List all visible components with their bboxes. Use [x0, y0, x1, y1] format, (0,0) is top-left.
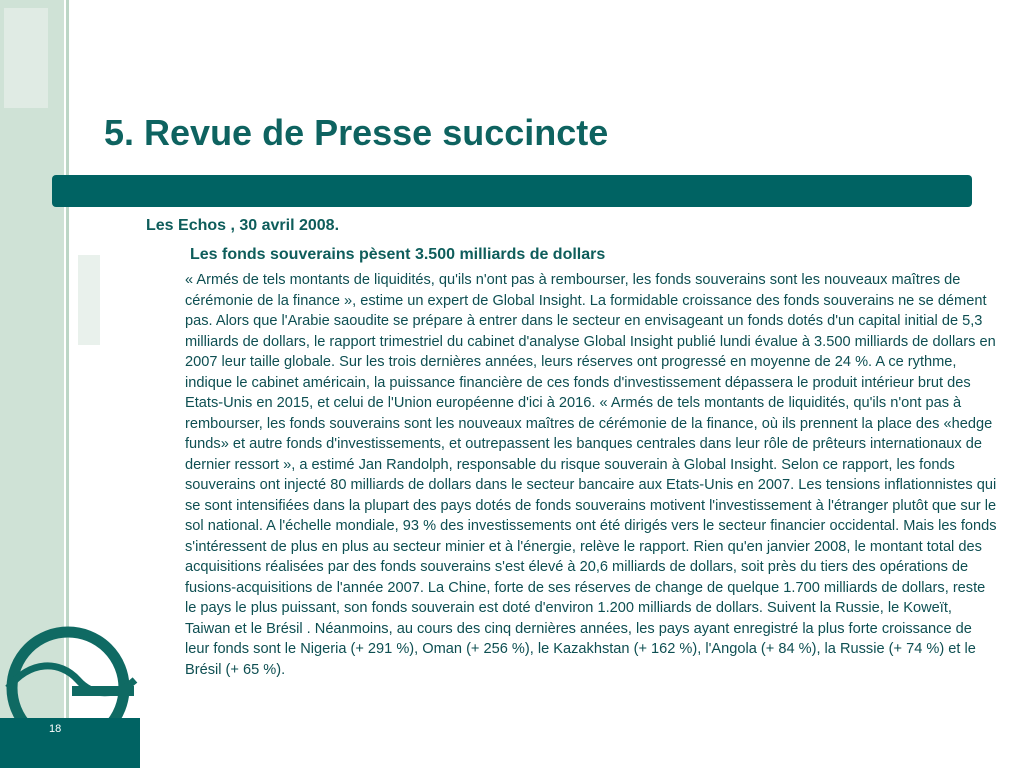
company-logo-icon [0, 610, 140, 768]
slide-title: 5. Revue de Presse succincte [104, 112, 609, 153]
title-underline-bar [52, 175, 972, 207]
watermark-shape [78, 255, 100, 345]
article-headline: Les fonds souverains pèsent 3.500 milliards de dollars [190, 246, 606, 263]
article-source: Les Echos , 30 avril 2008. [146, 217, 340, 234]
watermark-shape [4, 8, 48, 108]
article-body: « Armés de tels montants de liquidités, qu'ils n'ont pas à rembourser, les fonds souverains sont les nouveaux maîtres de cérémonie de la finance », estime un expert de Global Insight. La formidable croissance des fonds souverains ne se dément pas. Alors que l'Arabie saoudite se prépare à entrer dans le secteur en envisageant un fonds dotés d'un capital initial de 5,3 milliards de dollars, le rapport trimestriel du cabinet d'analyse Global Insight publié lundi évalue à 3.500 milliards de dollars en 2007 leur taille globale. Sur les trois dernières années, leurs réserves ont progressé en moyenne de 24 %. A ce rythme, indique le cabinet américain, la puissance financière de ces fonds d'investissement dépassera le produit intérieur brut des Etats-Unis en 2015, et celui de l'Union européenne d'ici à 2016. « Armés de tels montants de liquidités, qu'ils n'ont pas à rembourser, les fonds souverains sont les nouveaux maîtres de cérémonie de la finance, où ils prennent la place des «hedge funds» et autre fonds d'investissements, et outrepassent les banques centrales dans leur rôle de prêteurs internationaux de dernier ressort », a estimé Jan Randolph, responsable du risque souverain à Global Insight. Selon ce rapport, les fonds souverains ont injecté 80 milliards de dollars dans le secteur bancaire aux Etats-Unis en 2007. Les tensions inflationnistes qui se sont intensifiées dans la plupart des pays dotés de fonds souverains motivent l'investissement à l'étranger plutôt que sur le sol national. A l'échelle mondiale, 93 % des investissements ont été dirigés vers le secteur financier occidental. Mais les fonds s'intéressent de plus en plus au secteur minier et à l'énergie, relève le rapport. Rien qu'en janvier 2008, le montant total des acquisitions réalisées par des fonds souverains s'est élevé à 20,6 milliards de dollars, soit près du tiers des opérations de fusions-acquisitions de l'année 2007. La Chine, forte de ses réserves de change de quelque 1.700 milliards de dollars, reste le pays le plus puissant, son fonds souverain est doté d'environ 1.200 milliards de dollars. Suivent la Russie, le Koweït, Taiwan et le Brésil . Néanmoins, au cours des cinq dernières années, les pays ayant enregistré la plus forte croissance de leur fonds sont le Nigeria (+ 291 %), Oman (+ 256 %), le Kazakhstan (+ 162 %), l'Angola (+ 84 %), la Russie (+ 74 %) et le Brésil (+ 65 %). [185, 272, 997, 678]
page-number: 18 [49, 723, 62, 735]
